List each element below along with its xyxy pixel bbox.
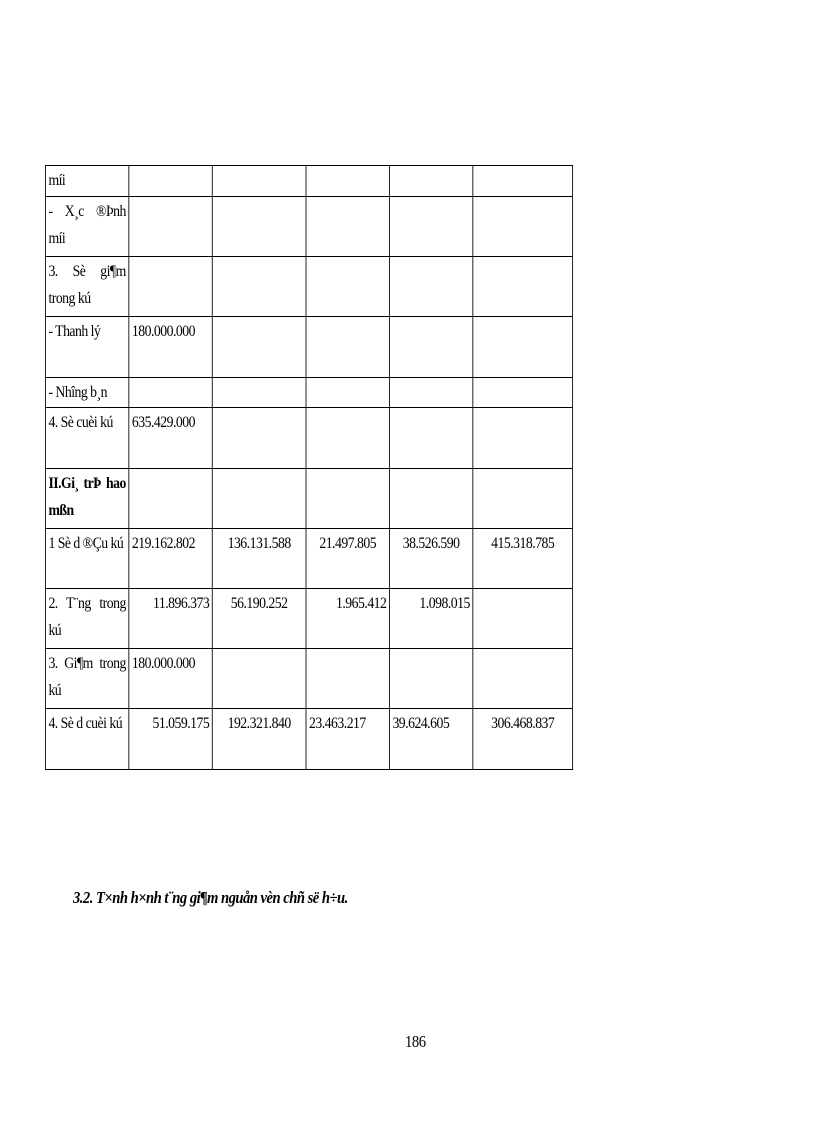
table-cell xyxy=(129,378,212,408)
row-label: - Nhîng b¸n xyxy=(45,378,128,408)
table-cell: 51.059.175 xyxy=(129,709,212,770)
table-cell xyxy=(473,197,573,257)
table-cell xyxy=(473,257,573,317)
row-label: 3. Sè gi¶m trong kú xyxy=(45,257,128,317)
table-cell: 192.321.840 xyxy=(212,709,306,770)
table-cell: 38.526.590 xyxy=(389,529,472,589)
row-label: míi xyxy=(45,166,128,197)
table-cell: 415.318.785 xyxy=(473,529,573,589)
table-cell: 1.098.015 xyxy=(389,589,472,649)
table-cell: 23.463.217 xyxy=(306,709,389,770)
table-cell xyxy=(473,378,573,408)
table-cell: 11.896.373 xyxy=(129,589,212,649)
table-cell xyxy=(473,408,573,469)
table-cell xyxy=(389,317,472,378)
table-cell xyxy=(306,317,389,378)
table-cell xyxy=(473,589,573,649)
row-label: - X¸c ®Þnh míi xyxy=(45,197,128,257)
table-cell xyxy=(389,166,472,197)
table-cell xyxy=(389,469,472,529)
table-cell xyxy=(129,257,212,317)
table-cell xyxy=(389,378,472,408)
table-row xyxy=(45,529,572,589)
table-cell: 306.468.837 xyxy=(473,709,573,770)
table-cell xyxy=(212,257,306,317)
table-cell xyxy=(473,317,573,378)
table-cell: 136.131.588 xyxy=(212,529,306,589)
table-row xyxy=(45,709,572,770)
fixed-asset-table xyxy=(45,165,573,770)
table-cell xyxy=(389,649,472,709)
table-cell xyxy=(306,649,389,709)
table-cell: 180.000.000 xyxy=(129,317,212,378)
table-cell xyxy=(306,469,389,529)
table-cell xyxy=(212,469,306,529)
section-heading: 3.2. T×nh h×nh t¨ng gi¶m nguån vèn chñ së h÷u. xyxy=(73,888,348,907)
table-cell: 56.190.252 xyxy=(212,589,306,649)
table-cell xyxy=(306,197,389,257)
row-label: 4. Sè d cuèi kú xyxy=(45,709,128,770)
row-label: - Thanh lý xyxy=(45,317,128,378)
table-cell xyxy=(129,166,212,197)
table-cell xyxy=(306,257,389,317)
table-row xyxy=(45,197,572,257)
table-cell xyxy=(473,166,573,197)
table-cell xyxy=(212,197,306,257)
table-cell: 219.162.802 xyxy=(129,529,212,589)
table-cell xyxy=(306,408,389,469)
table-row xyxy=(45,317,572,378)
table-cell xyxy=(473,469,573,529)
table-row xyxy=(45,408,572,469)
table-cell xyxy=(389,257,472,317)
table-cell xyxy=(389,408,472,469)
table-cell xyxy=(306,166,389,197)
table-row xyxy=(45,469,572,529)
table-cell: 1.965.412 xyxy=(306,589,389,649)
table-cell: 21.497.805 xyxy=(306,529,389,589)
table-row xyxy=(45,378,572,408)
table-row xyxy=(45,257,572,317)
table-cell xyxy=(212,378,306,408)
table-cell xyxy=(129,469,212,529)
table-row xyxy=(45,589,572,649)
table-cell xyxy=(212,408,306,469)
table-cell xyxy=(212,166,306,197)
table-cell: 39.624.605 xyxy=(389,709,472,770)
table-cell xyxy=(212,317,306,378)
table-cell xyxy=(389,197,472,257)
row-label: 3. Gi¶m trong kú xyxy=(45,649,128,709)
row-label: 2. T¨ng trong kú xyxy=(45,589,128,649)
table-cell xyxy=(306,378,389,408)
table-cell xyxy=(212,649,306,709)
row-label: 4. Sè cuèi kú xyxy=(45,408,128,469)
table-row xyxy=(45,649,572,709)
table-cell xyxy=(473,649,573,709)
page-number: 186 xyxy=(405,1032,426,1051)
row-label: 1 Sè d ®Çu kú xyxy=(45,529,128,589)
table-cell: 180.000.000 xyxy=(129,649,212,709)
table-cell: 635.429.000 xyxy=(129,408,212,469)
table-cell xyxy=(129,197,212,257)
row-label: II.Gi¸ trÞ hao mßn xyxy=(45,469,128,529)
table-row xyxy=(45,166,572,197)
